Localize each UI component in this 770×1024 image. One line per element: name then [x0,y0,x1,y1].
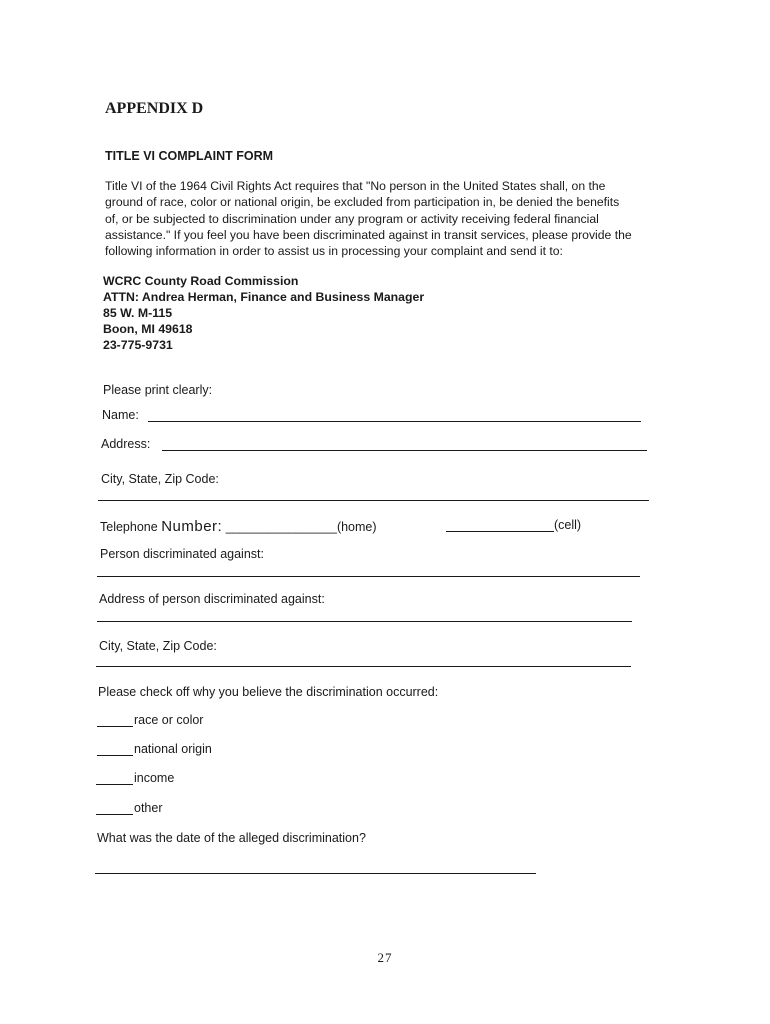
intro-line: of, or be subjected to discrimination under any program or activity receiving federal financial [105,211,599,226]
address-label: Address: [101,437,151,451]
city-state-zip-label: City, State, Zip Code: [101,472,219,486]
telephone-label [100,518,377,535]
recipient-attn: ATTN: Andrea Herman, Finance and Business Manager [103,290,425,304]
intro-line: ground of race, color or national origin, be excluded from participation in, be denied the benefits [105,195,620,210]
date-question: What was the date of the alleged discrimination? [97,831,366,845]
person-discriminated-field-line[interactable] [97,576,640,577]
checkbox-income[interactable] [96,784,133,785]
intro-line: assistance." If you feel you have been discriminated against in transit services, please provide the [105,227,632,242]
recipient-phone: 23-775-9731 [103,338,173,352]
person-city-state-zip-field-line[interactable] [96,666,631,667]
home-label: (home) [336,520,377,534]
number-word: Number: [161,518,223,535]
telephone-word: Telephone [100,520,158,534]
recipient-street: 85 W. M-115 [103,306,173,320]
option-income: income [134,771,175,785]
name-field-line[interactable] [148,421,641,422]
intro-line: Title VI of the 1964 Civil Rights Act requires that "No person in the United States shall, on the [105,179,606,193]
option-race-color: race or color [134,713,204,727]
checkbox-race-color[interactable] [97,726,133,727]
address-field-line[interactable] [162,450,647,451]
option-other: other [134,801,163,815]
intro-paragraph [105,178,705,259]
date-field-line[interactable] [95,873,536,874]
appendix-heading: APPENDIX D [105,100,204,117]
cell-phone-field-line[interactable] [446,531,554,532]
page-number: 27 [377,950,393,965]
option-national-origin: national origin [134,742,212,756]
person-address-field-line[interactable] [97,621,632,622]
person-address-label: Address of person discriminated against: [99,592,325,606]
checkbox-other[interactable] [96,814,133,815]
person-discriminated-label: Person discriminated against: [100,547,264,561]
name-label: Name: [102,408,139,422]
recipient-address [103,273,424,353]
recipient-org: WCRC County Road Commission [103,274,299,288]
check-prompt: Please check off why you believe the discrimination occurred: [98,685,439,699]
print-clearly-label: Please print clearly: [103,383,213,397]
person-city-state-zip-label: City, State, Zip Code: [99,639,217,653]
cell-label: (cell) [554,518,582,532]
home-phone-blank[interactable]: ________________ [225,520,337,534]
recipient-city: Boon, MI 49618 [103,322,193,336]
city-state-zip-field-line[interactable] [98,500,649,501]
checkbox-national-origin[interactable] [97,755,133,756]
form-title: TITLE VI COMPLAINT FORM [105,149,274,163]
intro-line: following information in order to assist us in processing your complaint and send it to: [105,244,563,259]
